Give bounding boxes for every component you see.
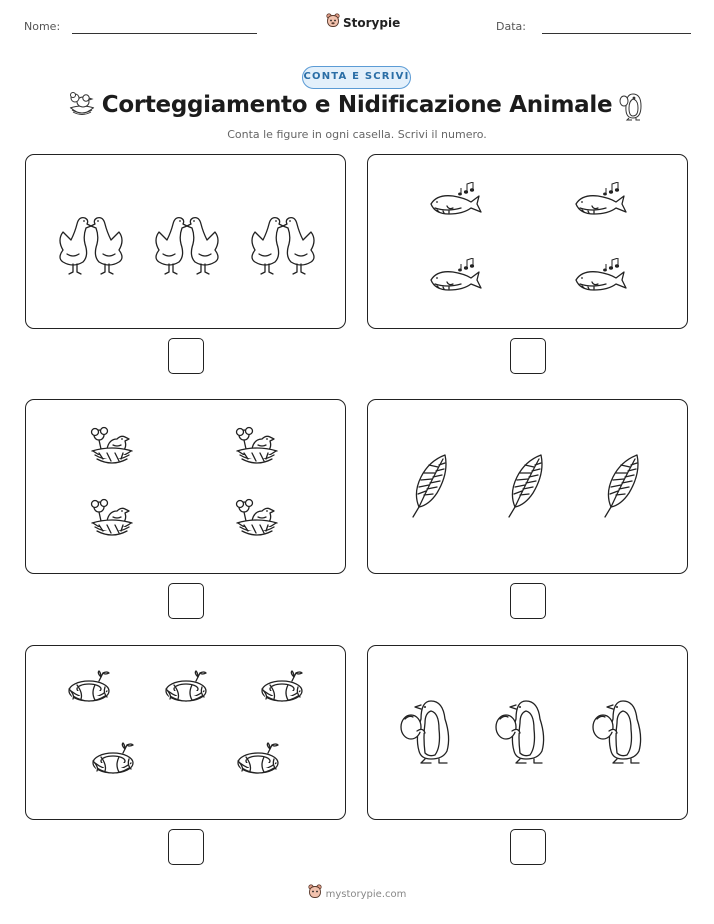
- date-label: Data:: [496, 20, 526, 33]
- bird-in-nest-icon: [89, 497, 135, 543]
- count-panel-nesting-birds: [25, 399, 346, 574]
- nest-icon: [234, 741, 282, 779]
- feather-icon: [601, 453, 641, 519]
- name-label: Nome:: [24, 20, 61, 33]
- nest-icon: [65, 669, 113, 707]
- activity-badge: CONTA E SCRIVI: [302, 66, 411, 89]
- singing-whale-icon: [572, 258, 628, 298]
- nest-icon: [258, 669, 306, 707]
- singing-whale-icon: [427, 258, 483, 298]
- footer-url: mystorypie.com: [325, 888, 407, 900]
- name-field-line[interactable]: [72, 33, 257, 34]
- count-panel-whales: [367, 154, 688, 329]
- penguin-with-egg-icon: [589, 697, 649, 765]
- footer: [0, 884, 714, 904]
- singing-whale-icon: [427, 182, 483, 222]
- instructions: Conta le figure in ogni casella. Scrivi il numero.: [227, 128, 487, 141]
- bird-in-nest-icon: [89, 425, 135, 471]
- feather-icon: [505, 453, 545, 519]
- penguin-icon: [619, 90, 647, 126]
- brand-name: Storypie: [343, 16, 401, 30]
- answer-box-2[interactable]: [510, 338, 546, 374]
- penguin-with-egg-icon: [492, 697, 552, 765]
- footer-mascot-icon: [308, 884, 322, 904]
- swan-pair-icon: [149, 210, 225, 276]
- bird-in-nest-icon: [234, 497, 280, 543]
- answer-box-4[interactable]: [510, 583, 546, 619]
- answer-box-5[interactable]: [168, 829, 204, 865]
- date-field-line[interactable]: [542, 33, 691, 34]
- singing-whale-icon: [572, 182, 628, 222]
- penguin-with-egg-icon: [397, 697, 457, 765]
- answer-box-6[interactable]: [510, 829, 546, 865]
- swan-pair-icon: [245, 210, 321, 276]
- mascot-icon: [326, 13, 340, 33]
- storypie-logo: [326, 13, 400, 33]
- worksheet-header: [0, 0, 714, 45]
- page-title: Corteggiamento e Nidificazione Animale: [101, 92, 613, 118]
- answer-box-3[interactable]: [168, 583, 204, 619]
- swan-pair-icon: [53, 210, 129, 276]
- bird-in-nest-icon: [234, 425, 280, 471]
- nest-icon: [89, 741, 137, 779]
- nest-icon: [162, 669, 210, 707]
- answer-box-1[interactable]: [168, 338, 204, 374]
- feather-icon: [409, 453, 449, 519]
